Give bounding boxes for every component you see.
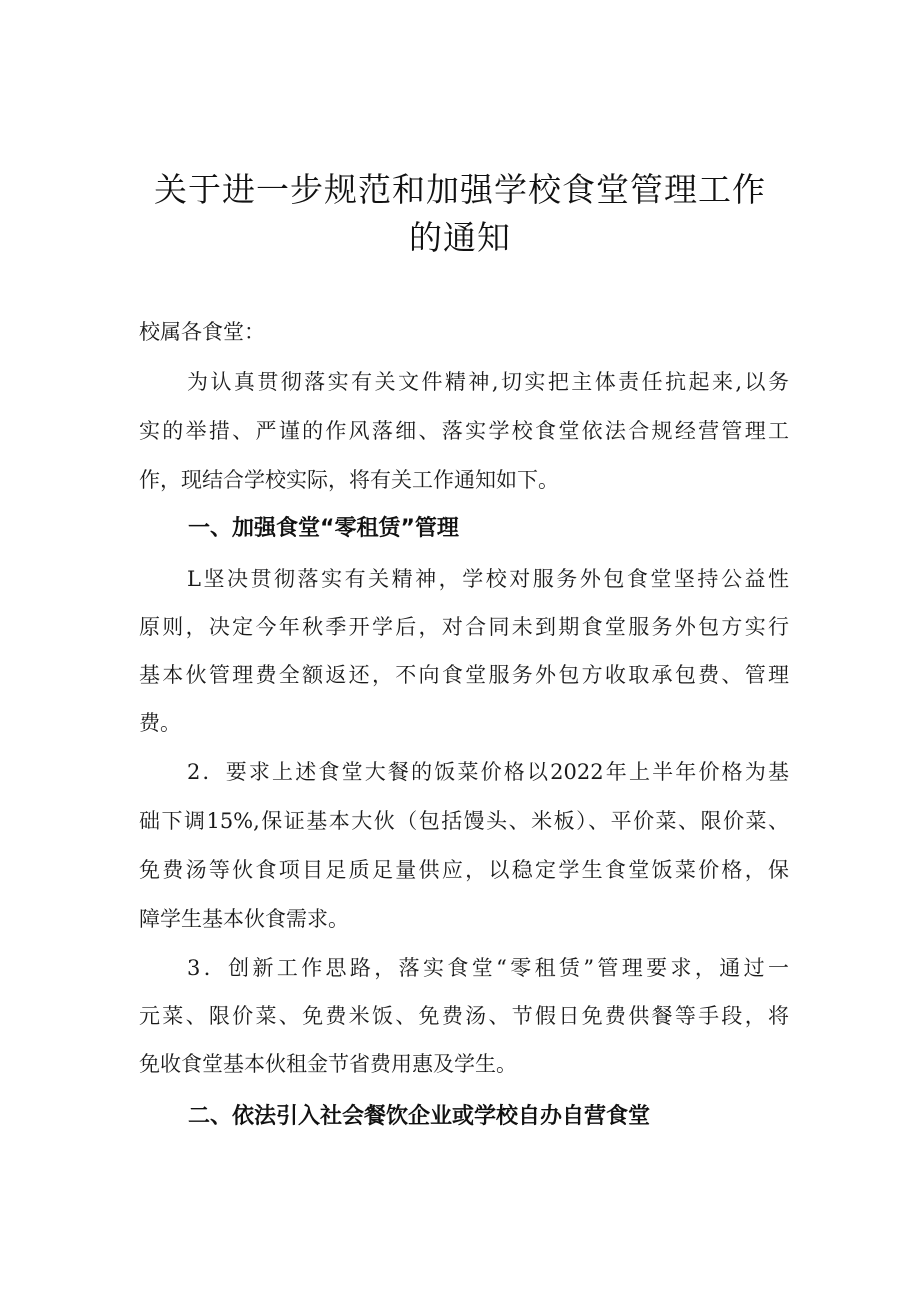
item-2-line-3: 免费汤等伙食项目足质足量供应，以稳定学生食堂饭菜价格，保 [139, 858, 789, 882]
item-3-line-1: 3．创新工作思路，落实食堂“零租赁”管理要求，通过一 [187, 956, 789, 980]
document-title-line-2: 的通知 [409, 218, 511, 257]
item-1-line-1: L坚决贯彻落实有关精神，学校对服务外包食堂坚持公益性 [187, 567, 789, 591]
item-2-line-2: 础下调15%,保证基本大伙（包括馒头、米板）、平价菜、限价菜、 [139, 809, 789, 833]
item-1-line-3: 基本伙管理费全额返还，不向食堂服务外包方收取承包费、管理 [139, 663, 789, 687]
salutation: 校属各食堂： [139, 320, 265, 344]
intro-line-1: 为认真贯彻落实有关文件精神,切实把主体责任抗起来,以务 [187, 370, 789, 394]
item-1-line-2: 原则，决定今年秋季开学后，对合同未到期食堂服务外包方实行 [139, 615, 789, 639]
intro-line-3: 作，现结合学校实际，将有关工作通知如下。 [139, 468, 559, 492]
item-3-line-3: 免收食堂基本伙租金节省费用惠及学生。 [139, 1052, 517, 1076]
item-2-line-1: 2．要求上述食堂大餐的饭菜价格以2022年上半年价格为基 [187, 760, 789, 784]
section-2-heading: 二、依法引入社会餐饮企业或学校自办自营食堂 [188, 1104, 651, 1129]
item-2-line-4: 障学生基本伙食需求。 [139, 907, 349, 931]
section-1-heading: 一、加强食堂“零租赁”管理 [188, 516, 459, 541]
item-1-line-4: 费。 [139, 711, 181, 735]
intro-line-2: 实的举措、严谨的作风落细、落实学校食堂依法合规经营管理工 [139, 419, 789, 443]
document-title-line-1: 关于进一步规范和加强学校食堂管理工作 [154, 170, 766, 209]
item-3-line-2: 元菜、限价菜、免费米饭、免费汤、节假日免费供餐等手段，将 [139, 1004, 789, 1028]
